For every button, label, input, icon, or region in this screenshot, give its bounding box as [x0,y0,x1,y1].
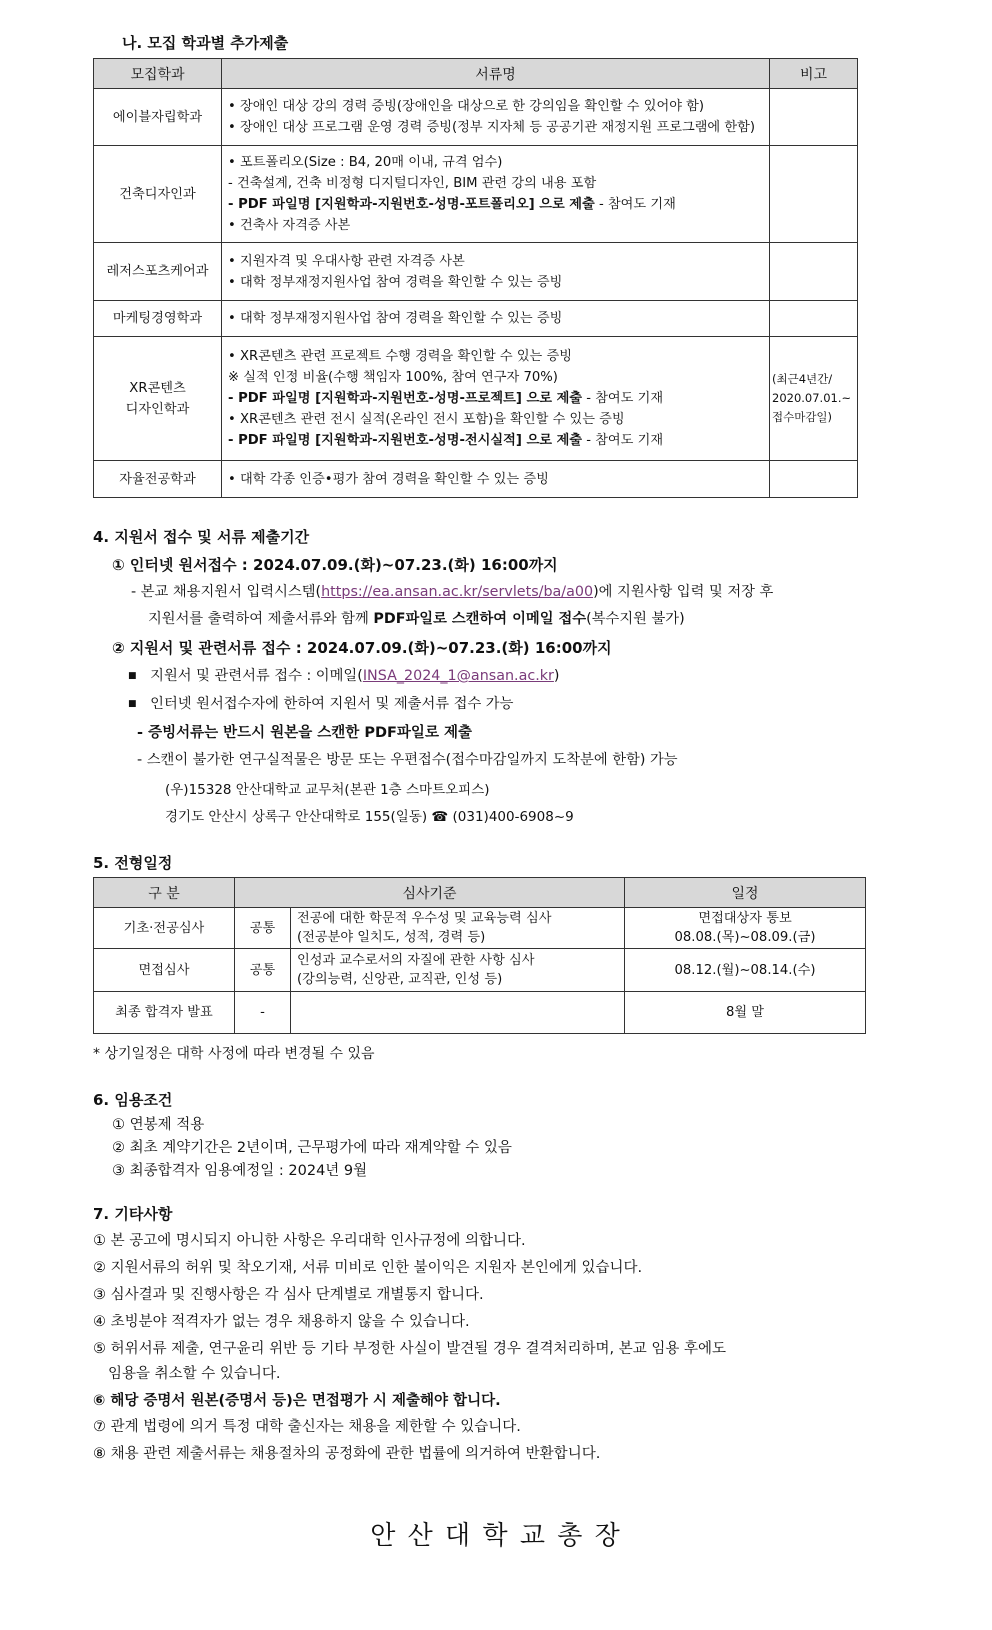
docs-table [93,58,858,498]
docs-cell: • 포트폴리오(Size : B4, 20매 이내, 규격 엄수) - 건축설계, 건축 비정형 디지털디자인, BIM 관련 강의 내용 포함 - PDF 파일명 [지원학과-지원번호-성명-포트폴리오] 으로 제출 - 참여도 기재 • 건축사 자격증 사본 [222,146,770,243]
schedule-footnote: * 상기일정은 대학 사정에 따라 변경될 수 있음 [93,1046,375,1062]
dept-cell: XR콘텐츠 디자인학과 [94,337,222,461]
note-cell [770,146,858,243]
dept-cell: 건축디자인과 [94,146,222,243]
table-row [94,461,858,498]
section4-item1-title: ① 인터넷 원서접수 : 2024.07.09.(화)~07.23.(화) 16:00까지 [112,556,558,574]
email-link[interactable]: INSA_2024_1@ansan.ac.kr [362,668,554,684]
section4-item1-line1: - 본교 채용지원서 입력시스템(https://ea.ansan.ac.kr/servlets/ba/a00)에 지원사항 입력 및 저장 후 [131,584,774,600]
section6-item: ③ 최종합격자 임용예정일 : 2024년 9월 [112,1163,368,1179]
criteria-cell [291,992,625,1034]
section-na-title: 나. 모집 학과별 추가제출 [122,34,289,52]
section4-title: 4. 지원서 접수 및 서류 제출기간 [93,528,310,546]
section7-item: ⑥ 해당 증명서 원본(증명서 등)은 면접평가 시 제출해야 합니다. [93,1393,501,1409]
section4-dash1: - 증빙서류는 반드시 원본을 스캔한 PDF파일로 제출 [137,725,473,741]
note-cell [770,301,858,337]
note-cell [770,461,858,498]
docs-cell: • 지원자격 및 우대사항 관련 자격증 사본 • 대학 정부재정지원사업 참여 경력을 확인할 수 있는 증빙 [222,243,770,301]
square-bullet-icon: ■ [128,699,137,709]
dept-cell: 에이블자립학과 [94,89,222,146]
section7-item: ① 본 공고에 명시되지 아니한 사항은 우리대학 인사규정에 의합니다. [93,1233,526,1249]
docs-cell: • 대학 각종 인증•평가 참여 경력을 확인할 수 있는 증빙 [222,461,770,498]
stage-cell: 면접심사 [94,949,235,992]
note-cell [770,89,858,146]
section7-item: ⑤ 허위서류 제출, 연구윤리 위반 등 기타 부정한 사실이 발견될 경우 결격처리하며, 본교 임용 후에도 [93,1341,727,1357]
common-cell: 공통 [235,949,291,992]
signature: 안 산 대 학 교 총 장 [370,1521,622,1551]
criteria-cell: 인성과 교수로서의 자질에 관한 사항 심사 (강의능력, 신앙관, 교직관, 인성 등) [291,949,625,992]
table-row [94,908,866,949]
section4-item2-title: ② 지원서 및 관련서류 접수 : 2024.07.09.(화)~07.23.(화) 16:00까지 [112,639,612,657]
note-cell [770,243,858,301]
docs-cell: • XR콘텐츠 관련 프로젝트 수행 경력을 확인할 수 있는 증빙 ※ 실적 인정 비율(수행 책임자 100%, 참여 연구자 70%) - PDF 파일명 [지원학과-지원번호-성명-프로젝트] 으로 제출 - 참여도 기재 • XR콘텐츠 관련 전시 실적(온라인 전시 포함)을 확인할 수 있는 증빙 - PDF 파일명 [지원학과-지원번호-성명-전시실적] 으로 제출 - 참여도 기재 [222,337,770,461]
date-cell: 08.12.(월)~08.14.(수) [625,949,866,992]
table-row [94,301,858,337]
note-cell: (최근4년간/ 2020.07.01.~ 접수마감일) [770,337,858,461]
section7-item: ⑧ 채용 관련 제출서류는 채용절차의 공정화에 관한 법률에 의거하여 반환합니다. [93,1446,601,1462]
table-row [94,243,858,301]
schedule-header-stage: 구 분 [94,878,235,908]
address-line1: (우)15328 안산대학교 교무처(본관 1층 스마트오피스) [165,782,490,798]
stage-cell: 최종 합격자 발표 [94,992,235,1034]
section7-item-continued: 임용을 취소할 수 있습니다. [108,1366,281,1382]
application-system-link[interactable]: https://ea.ansan.ac.kr/servlets/ba/a00 [321,584,594,600]
dept-cell: 마케팅경영학과 [94,301,222,337]
section6-item: ① 연봉제 적용 [112,1117,205,1133]
section5-title: 5. 전형일정 [93,854,173,872]
schedule-header-criteria: 심사기준 [235,878,625,908]
table-row [94,337,858,461]
criteria-cell: 전공에 대한 학문적 우수성 및 교육능력 심사 (전공분야 일치도, 성적, 경력 등) [291,908,625,949]
square-bullet-icon: ■ [128,671,137,681]
schedule-header-date: 일정 [625,878,866,908]
common-cell: - [235,992,291,1034]
schedule-table [93,877,866,1034]
section7-title: 7. 기타사항 [93,1205,173,1223]
section4-item1-line2: 지원서를 출력하여 제출서류와 함께 PDF파일로 스캔하여 이메일 접수(복수지원 불가) [148,611,685,627]
common-cell: 공통 [235,908,291,949]
dept-cell: 자율전공학과 [94,461,222,498]
section4-dash2: - 스캔이 불가한 연구실적물은 방문 또는 우편접수(접수마감일까지 도착분에 한함) 가능 [137,752,678,768]
section6-title: 6. 임용조건 [93,1091,173,1109]
section4-bullet1: ■ 지원서 및 관련서류 접수 : 이메일(INSA_2024_1@ansan.ac.kr) [128,668,560,684]
docs-cell: • 대학 정부재정지원사업 참여 경력을 확인할 수 있는 증빙 [222,301,770,337]
address-line2: 경기도 안산시 상록구 안산대학로 155(일동) ☎ (031)400-6908~9 [165,809,574,825]
table-row [94,146,858,243]
stage-cell: 기초·전공심사 [94,908,235,949]
section4-bullet2: ■ 인터넷 원서접수자에 한하여 지원서 및 제출서류 접수 가능 [128,696,514,712]
table-row [94,949,866,992]
docs-cell: • 장애인 대상 강의 경력 증빙(장애인을 대상으로 한 강의임을 확인할 수 있어야 함) • 장애인 대상 프로그램 운영 경력 증빙(정부 지자체 등 공공기관 재정지원 프로그램에 한함) [222,89,770,146]
docs-header-dept: 모집학과 [94,59,222,89]
section7-item: ④ 초빙분야 적격자가 없는 경우 채용하지 않을 수 있습니다. [93,1314,470,1330]
section6-item: ② 최초 계약기간은 2년이며, 근무평가에 따라 재계약할 수 있음 [112,1140,512,1156]
date-cell: 8월 말 [625,992,866,1034]
section7-item: ③ 심사결과 및 진행사항은 각 심사 단계별로 개별통지 합니다. [93,1287,484,1303]
docs-header-note: 비고 [770,59,858,89]
date-cell: 면접대상자 통보 08.08.(목)~08.09.(금) [625,908,866,949]
section7-item: ② 지원서류의 허위 및 착오기재, 서류 미비로 인한 불이익은 지원자 본인에게 있습니다. [93,1260,643,1276]
table-row [94,992,866,1034]
table-row [94,89,858,146]
dept-cell: 레저스포츠케어과 [94,243,222,301]
section7-item: ⑦ 관계 법령에 의거 특정 대학 출신자는 채용을 제한할 수 있습니다. [93,1419,521,1435]
docs-header-docs: 서류명 [222,59,770,89]
